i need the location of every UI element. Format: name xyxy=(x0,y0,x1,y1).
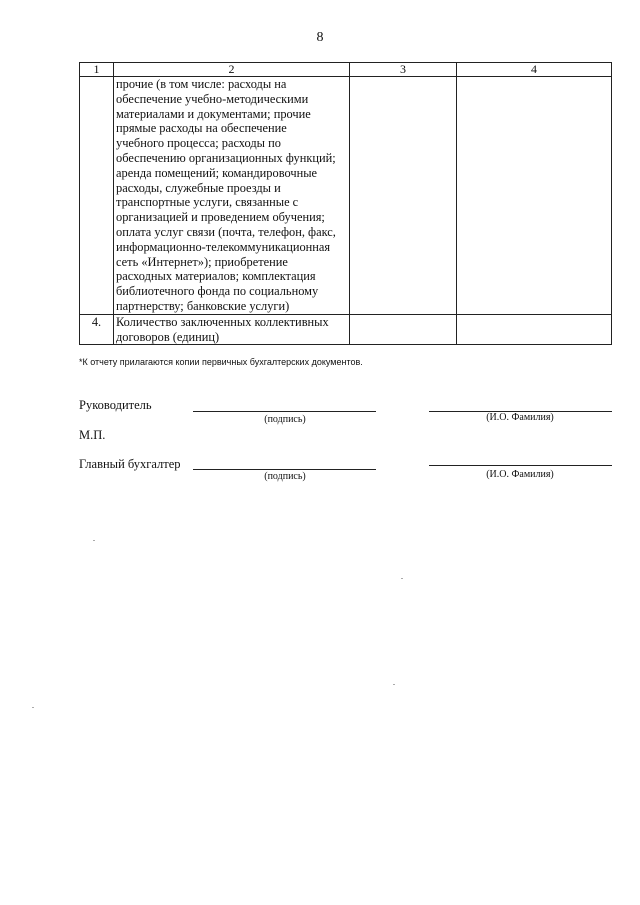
description-line: сеть «Интернет»); приобретение xyxy=(116,254,288,269)
header-cell: 3 xyxy=(350,63,457,77)
signature-caption: (подпись) xyxy=(264,414,306,425)
director-signature-line xyxy=(193,411,376,412)
accountant-label: Главный бухгалтер xyxy=(79,457,181,471)
description-line: прямые расходы на обеспечение xyxy=(116,121,287,136)
description-line: организацией и проведением обучения; xyxy=(116,210,325,225)
description-line: учебного процесса; расходы по xyxy=(116,136,281,151)
row-value-cell-3 xyxy=(350,77,457,315)
description-line: библиотечного фонда по социальному xyxy=(116,284,319,299)
stamp-label: М.П. xyxy=(79,428,106,442)
accountant-name-line xyxy=(429,465,612,466)
director-label: Руководитель xyxy=(79,398,152,412)
description-line: информационно-телекоммуникационная xyxy=(116,239,331,254)
row-value-cell-3 xyxy=(350,314,457,345)
row-description-cell xyxy=(114,77,350,315)
name-caption: (И.О. Фамилия) xyxy=(486,469,554,480)
table-row xyxy=(80,77,612,315)
header-cell: 4 xyxy=(457,63,612,77)
accountant-signature-line xyxy=(193,469,376,470)
header-cell: 1 xyxy=(80,63,114,77)
scan-speck xyxy=(393,684,395,685)
description-line: расходы, служебные проезды и xyxy=(116,180,281,195)
row-value-cell-4 xyxy=(457,77,612,315)
description-line: аренда помещений; командировочные xyxy=(116,165,318,180)
scan-speck xyxy=(32,707,34,708)
table-row xyxy=(80,314,612,345)
description-line: партнерству; банковские услуги) xyxy=(116,298,290,313)
row-number-cell xyxy=(80,77,114,315)
scan-speck xyxy=(93,540,95,541)
description-line: Количество заключенных коллективных xyxy=(116,314,329,329)
header-cell: 2 xyxy=(114,63,350,77)
scan-speck xyxy=(401,578,403,579)
description-line: обеспечение учебно-методическими xyxy=(116,91,309,106)
description-line: договоров (единиц) xyxy=(116,329,220,344)
page-number: 8 xyxy=(316,30,324,45)
name-caption: (И.О. Фамилия) xyxy=(486,412,554,423)
description-line: транспортные услуги, связанные с xyxy=(116,195,299,210)
signature-caption: (подпись) xyxy=(264,471,306,482)
table-header-row xyxy=(80,63,612,77)
description-line: прочие (в том числе: расходы на xyxy=(116,77,287,91)
description-line: обеспечению организационных функций; xyxy=(116,150,336,165)
row-value-cell-4 xyxy=(457,314,612,345)
description-line: расходных материалов; комплектация xyxy=(116,269,316,284)
row-description-cell xyxy=(114,314,350,345)
description-line: оплата услуг связи (почта, телефон, факс, xyxy=(116,224,336,239)
footnote: *К отчету прилагаются копии первичных бухгалтерских документов. xyxy=(79,357,363,367)
description-line: материалами и документами; прочие xyxy=(116,106,311,121)
row-number-cell: 4. xyxy=(80,314,114,345)
report-table xyxy=(79,62,612,345)
